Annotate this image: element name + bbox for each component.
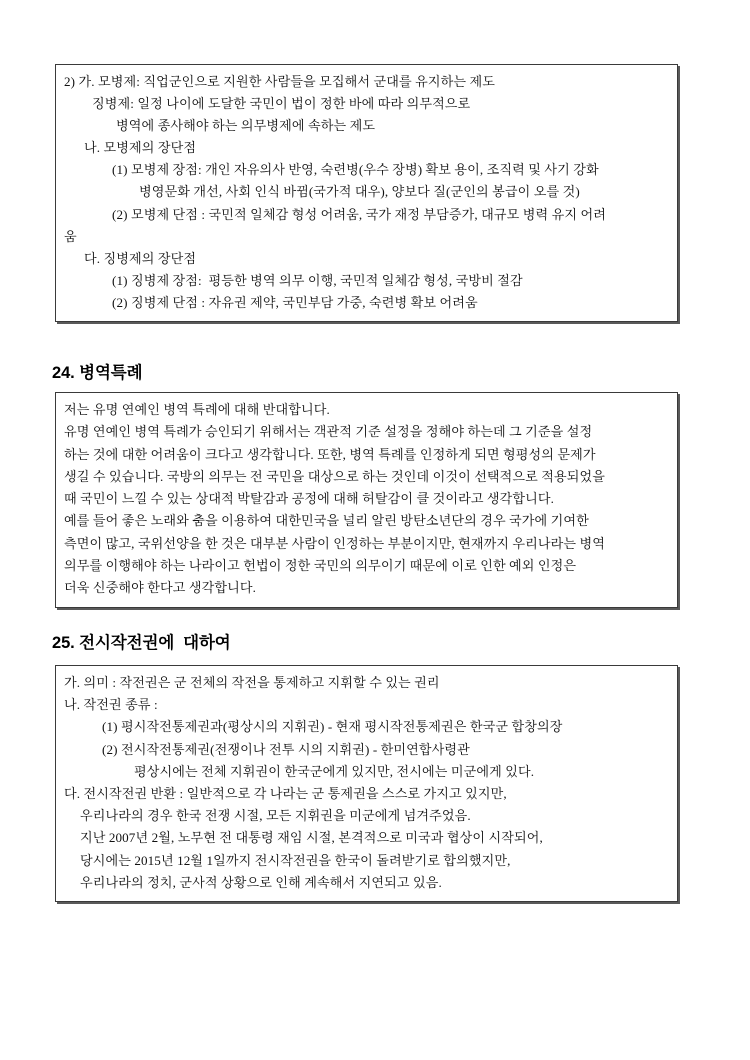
text-line: 다. 전시작전권 반환 : 일반적으로 각 나라는 군 통제권을 스스로 가지고 있지만, bbox=[64, 786, 507, 802]
text-line: 병역에 종사해야 하는 의무병제에 속하는 제도 bbox=[116, 118, 376, 134]
text-line: 때 국민이 느낄 수 있는 상대적 박탈감과 공정에 대해 허탈감이 클 것이라고 생각합니다. bbox=[64, 491, 555, 507]
text-line: 2) 가. 모병제: 직업군인으로 지원한 사람들을 모집해서 군대를 유지하는 제도 bbox=[64, 74, 496, 89]
text-line: 생길 수 있습니다. 국방의 의무는 전 국민을 대상으로 하는 것인데 이것이 선택적으로 적용되었을 bbox=[64, 468, 606, 484]
text-line: 예를 들어 좋은 노래와 춤을 이용하여 대한민국을 널리 알린 방탄소년단의 경우 국가에 기여한 bbox=[64, 513, 589, 529]
text-line: 움 bbox=[64, 228, 77, 244]
text-line: (2) 모병제 단점 : 국민적 일체감 형성 어려움, 국가 재정 부담증가, 대규모 병력 유지 어려 bbox=[112, 206, 606, 222]
text-line: 다. 징병제의 장단점 bbox=[84, 250, 197, 266]
text-line: 병영문화 개선, 사회 인식 바뀜(국가적 대우), 양보다 질(군인의 봉급이 오를 것) bbox=[139, 184, 580, 200]
text-line: 저는 유명 연예인 병역 특례에 대해 반대합니다. bbox=[64, 402, 330, 417]
text-line: 유명 연예인 병역 특례가 승인되기 위해서는 객관적 기준 설정을 정해야 하는데 그 기준을 설정 bbox=[64, 424, 593, 440]
text-line: 우리나라의 경우 한국 전쟁 시절, 모든 지휘권을 미군에게 넘겨주었음. bbox=[80, 808, 471, 824]
text-line: 우리나라의 정치, 군사적 상황으로 인해 계속해서 지연되고 있음. bbox=[80, 874, 442, 890]
text-line: 가. 의미 : 작전권은 군 전체의 작전을 통제하고 지휘할 수 있는 권리 bbox=[64, 675, 440, 690]
text-line: (1) 모병제 장점: 개인 자유의사 반영, 숙련병(우수 장병) 확보 용이, 조직력 및 사기 강화 bbox=[112, 162, 599, 178]
text-line: 당시에는 2015년 12월 1일까지 전시작전권을 한국이 돌려받기로 합의했지만, bbox=[80, 852, 511, 868]
text-line: (2) 전시작전통제권(전쟁이나 전투 시의 지휘권) - 한미연합사령관 bbox=[102, 741, 470, 757]
text-block-military-service-exception bbox=[55, 392, 678, 608]
text-line: (2) 징병제 단점 : 자유권 제약, 국민부담 가중, 숙련병 확보 어려움 bbox=[112, 294, 478, 310]
text-line: 더욱 신중해야 한다고 생각합니다. bbox=[64, 580, 256, 596]
text-line: 나. 모병제의 장단점 bbox=[84, 140, 197, 156]
text-block-wartime-operational-control bbox=[55, 665, 678, 902]
text-block-conscription-systems bbox=[55, 64, 678, 322]
text-line: (1) 평시작전통제권과(평상시의 지휘권) - 현재 평시작전통제권은 한국군 합창의장 bbox=[102, 719, 563, 735]
text-line: 나. 작전권 종류 : bbox=[64, 697, 158, 713]
section-heading-24: 24. 병역특례 bbox=[52, 364, 143, 382]
text-line: 평상시에는 전체 지휘권이 한국군에게 있지만, 전시에는 미군에게 있다. bbox=[134, 763, 535, 779]
text-line: 측면이 많고, 국위선양을 한 것은 대부분 사람이 인정하는 부분이지만, 현재까지 우리나라는 병역 bbox=[64, 535, 606, 551]
text-line: 의무를 이행해야 하는 나라이고 헌법이 정한 국민의 의무이기 때문에 이로 인한 예외 인정은 bbox=[64, 558, 577, 574]
text-line: 하는 것에 대한 어려움이 크다고 생각합니다. 또한, 병역 특례를 인정하게 되면 형평성의 문제가 bbox=[64, 446, 596, 462]
text-line: (1) 징병제 장점: 평등한 병역 의무 이행, 국민적 일체감 형성, 국방비 절감 bbox=[112, 272, 523, 288]
section-heading-25: 25. 전시작전권에 대하여 bbox=[52, 634, 231, 652]
text-line: 징병제: 일정 나이에 도달한 국민이 법이 정한 바에 따라 의무적으로 bbox=[92, 96, 471, 112]
text-line: 지난 2007년 2월, 노무현 전 대통령 재임 시절, 본격적으로 미국과 협상이 시작되어, bbox=[80, 830, 543, 846]
